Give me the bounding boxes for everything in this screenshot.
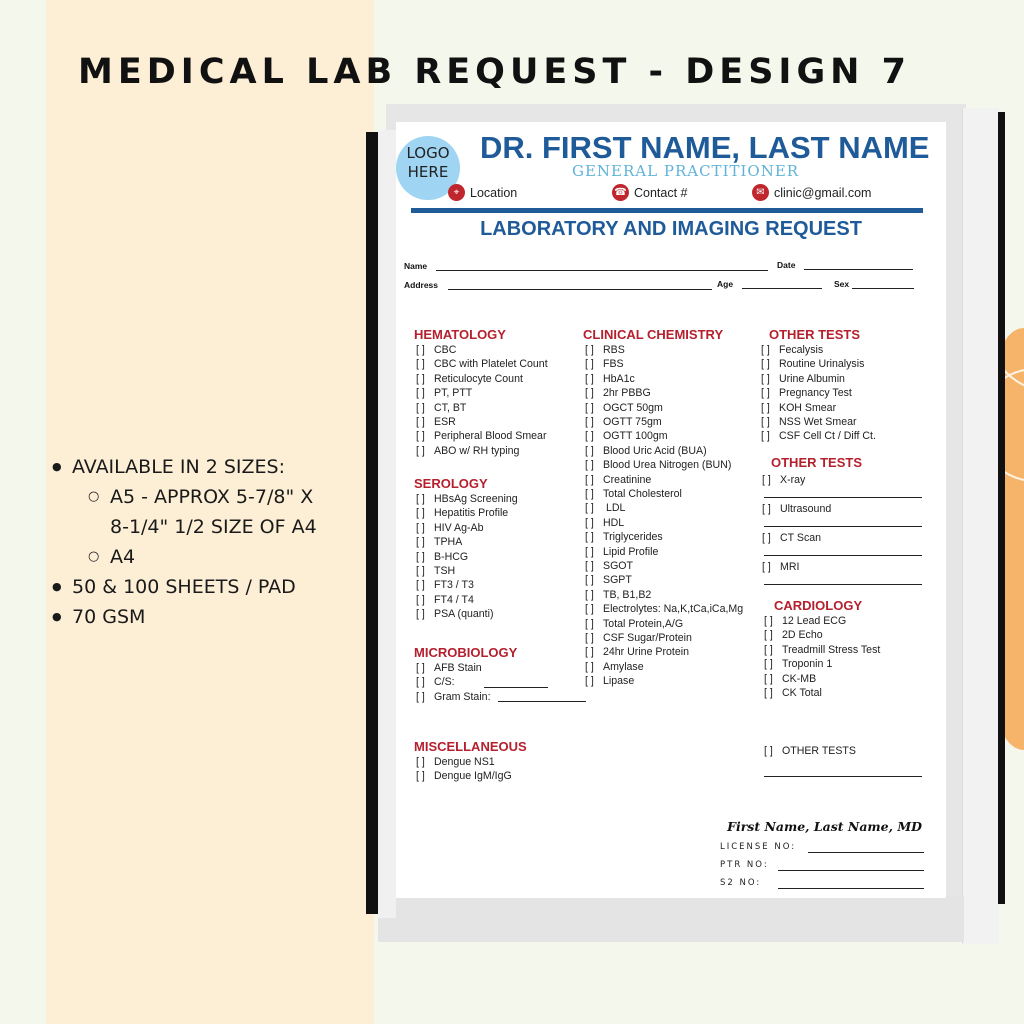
item-label: Lipase	[603, 675, 635, 688]
item-label: RBS	[603, 344, 625, 356]
ptr-label: PTR NO:	[720, 860, 769, 870]
list-item[interactable]	[761, 373, 845, 385]
item-label: CBC with Platelet Count	[434, 358, 548, 371]
write-in-line[interactable]	[764, 584, 922, 585]
item-label: SGPT	[603, 574, 632, 587]
location-text: Location	[470, 185, 518, 200]
hematology-title: HEMATOLOGY	[414, 327, 506, 342]
list-item[interactable]	[761, 387, 852, 399]
item-label: TB, B1,B2	[603, 588, 652, 601]
checkbox[interactable]: [ ]	[416, 690, 425, 703]
list-item[interactable]	[762, 474, 805, 486]
item-label: C/S:	[434, 676, 455, 689]
list-item[interactable]	[416, 676, 455, 688]
address-line[interactable]	[448, 289, 712, 290]
item-label: HDL	[603, 516, 625, 529]
cardiology-title: CARDIOLOGY	[774, 598, 863, 613]
item-label: Triglycerides	[603, 531, 663, 544]
item-label: Fecalysis	[779, 344, 824, 356]
checkbox[interactable]: [ ]	[761, 372, 770, 385]
checkbox[interactable]: [ ]	[416, 416, 425, 428]
pad-spine-right	[998, 112, 1005, 904]
checkbox[interactable]: [ ]	[761, 358, 770, 371]
checkbox[interactable]: [ ]	[585, 617, 594, 630]
list-item[interactable]	[585, 589, 651, 601]
list-item[interactable]	[585, 344, 625, 356]
address-label: Address	[404, 280, 439, 290]
lab-request-sheet	[396, 122, 946, 898]
list-item[interactable]	[416, 608, 493, 620]
item-label: Reticulocyte Count	[434, 372, 523, 385]
checkbox[interactable]: [ ]	[761, 344, 770, 356]
list-item[interactable]	[416, 691, 491, 703]
write-in-line[interactable]	[764, 526, 922, 527]
checkbox[interactable]: [ ]	[585, 574, 594, 587]
checkbox[interactable]: [ ]	[416, 756, 425, 768]
item-label: HBsAg Screening	[434, 493, 518, 505]
contact-phone	[612, 184, 688, 201]
item-label: Dengue IgM/IgG	[434, 770, 512, 783]
contact-location	[448, 184, 517, 201]
checkbox[interactable]: [ ]	[416, 444, 425, 457]
gram-stain-line[interactable]	[498, 701, 586, 702]
feature-size-a4: ○ A4	[52, 542, 362, 572]
feature-gsm: ● 70 GSM	[52, 602, 362, 632]
checkbox[interactable]: [ ]	[585, 675, 594, 688]
item-label: PT, PTT	[434, 387, 473, 400]
clinical-chemistry-title: CLINICAL CHEMISTRY	[583, 327, 724, 342]
checkbox[interactable]: [ ]	[761, 387, 770, 400]
list-item[interactable]	[416, 594, 474, 606]
list-item[interactable]	[762, 561, 799, 573]
list-item[interactable]	[764, 687, 822, 699]
license-line[interactable]	[808, 852, 924, 853]
date-line[interactable]	[804, 269, 913, 270]
item-label: PSA (quanti)	[434, 608, 494, 621]
list-item[interactable]	[764, 658, 832, 670]
checkbox[interactable]: [ ]	[585, 416, 594, 428]
checkbox[interactable]: [ ]	[585, 560, 594, 572]
item-label: CBC	[434, 344, 457, 356]
item-label: 2hr PBBG	[603, 387, 651, 400]
checkbox[interactable]: [ ]	[764, 643, 773, 656]
pad-left-edge	[378, 130, 396, 918]
other-tests-free-line[interactable]	[764, 776, 922, 777]
license-label: LICENSE NO:	[720, 842, 797, 852]
microbiology-title: MICROBIOLOGY	[414, 645, 518, 660]
list-item[interactable]	[585, 618, 683, 630]
header-divider	[411, 208, 923, 213]
list-item[interactable]	[585, 358, 624, 370]
feature-list	[52, 452, 362, 632]
list-item[interactable]	[585, 373, 635, 385]
logo-placeholder: LOGO HERE	[396, 136, 460, 200]
checkbox[interactable]: [ ]	[416, 493, 425, 505]
checkbox[interactable]: [ ]	[585, 531, 594, 544]
checkbox[interactable]: [ ]	[764, 629, 773, 642]
item-label: CSF Cell Ct / Diff Ct.	[779, 430, 876, 443]
item-label: AFB Stain	[434, 662, 482, 674]
checkbox[interactable]: [ ]	[585, 430, 594, 443]
item-label: Lipid Profile	[603, 545, 659, 558]
list-item[interactable]	[416, 387, 472, 399]
item-label: CT Scan	[780, 532, 822, 544]
checkbox[interactable]: [ ]	[416, 550, 425, 563]
checkbox[interactable]: [ ]	[585, 372, 594, 385]
item-label: MRI	[780, 561, 800, 573]
checkbox[interactable]: [ ]	[764, 658, 773, 671]
item-label: CK-MB	[782, 672, 817, 685]
item-label: SGOT	[603, 560, 634, 572]
item-label: FBS	[603, 358, 624, 371]
item-label: CT, BT	[434, 401, 467, 414]
checkbox[interactable]: [ ]	[416, 401, 425, 414]
item-label: Total Cholesterol	[603, 488, 682, 500]
list-item[interactable]	[585, 574, 632, 586]
list-item[interactable]	[585, 402, 663, 414]
list-item[interactable]	[416, 551, 468, 563]
checkbox[interactable]: [ ]	[585, 502, 594, 515]
list-item[interactable]	[585, 474, 651, 486]
ptr-line[interactable]	[778, 870, 924, 871]
checkbox[interactable]: [ ]	[585, 632, 594, 644]
list-item[interactable]	[416, 416, 456, 428]
item-label: TPHA	[434, 536, 463, 549]
serology-title: SEROLOGY	[414, 476, 488, 491]
item-label: ESR	[434, 416, 456, 428]
checkbox[interactable]: [ ]	[585, 545, 594, 558]
list-item[interactable]	[585, 632, 692, 644]
item-label: NSS Wet Smear	[779, 416, 857, 428]
checkbox[interactable]: [ ]	[416, 344, 425, 356]
checkbox[interactable]: [ ]	[762, 503, 771, 515]
list-item[interactable]	[416, 344, 456, 356]
item-label: Total Protein,A/G	[603, 617, 684, 630]
checkbox[interactable]: [ ]	[416, 358, 425, 371]
checkbox[interactable]: [ ]	[416, 430, 425, 443]
item-label: HIV Ag-Ab	[434, 521, 484, 534]
item-label: Urine Albumin	[779, 372, 845, 385]
item-label: Routine Urinalysis	[779, 358, 865, 371]
list-item[interactable]	[416, 756, 495, 768]
list-item[interactable]	[416, 430, 546, 442]
sex-line[interactable]	[852, 288, 914, 289]
contact-email	[752, 184, 871, 201]
list-item[interactable]	[761, 344, 823, 356]
item-label: OGTT 75gm	[603, 416, 662, 428]
item-label: LDL	[603, 502, 626, 515]
feature-size-a5-cont: 8-1/4" 1/2 SIZE OF A4	[110, 516, 317, 538]
checkbox[interactable]: [ ]	[585, 358, 594, 371]
checkbox[interactable]: [ ]	[762, 474, 771, 486]
checkbox[interactable]: [ ]	[585, 459, 594, 472]
item-label: B-HCG	[434, 550, 469, 563]
item-label: TSH	[434, 565, 456, 577]
item-label: OTHER TESTS	[782, 745, 856, 757]
list-item[interactable]	[416, 662, 482, 674]
list-item[interactable]	[585, 546, 658, 558]
list-item[interactable]	[585, 488, 682, 500]
list-item[interactable]	[585, 459, 731, 471]
other-tests-title-2: OTHER TESTS	[771, 455, 863, 470]
name-line[interactable]	[436, 270, 768, 271]
request-title: LABORATORY AND IMAGING REQUEST	[480, 218, 862, 240]
list-item[interactable]	[764, 673, 816, 685]
miscellaneous-title: MISCELLANEOUS	[414, 739, 527, 754]
checkbox[interactable]: [ ]	[585, 387, 594, 400]
phone-icon: ☎	[612, 184, 629, 201]
list-item[interactable]	[416, 579, 474, 591]
list-item[interactable]	[585, 560, 633, 572]
s2-label: S2 NO:	[720, 878, 762, 888]
checkbox[interactable]: [ ]	[416, 507, 425, 520]
list-item[interactable]	[585, 661, 644, 673]
page-title: MEDICAL LAB REQUEST - DESIGN 7	[78, 52, 911, 92]
checkbox[interactable]: [ ]	[764, 745, 773, 757]
checkbox[interactable]: [ ]	[416, 536, 425, 549]
date-label: Date	[777, 260, 796, 270]
list-item[interactable]	[761, 416, 857, 428]
item-label: Blood Urea Nitrogen (BUN)	[603, 459, 732, 472]
list-item[interactable]	[416, 373, 523, 385]
pad-bottom-edge	[378, 896, 964, 942]
item-label: HbA1c	[603, 372, 635, 385]
checkbox[interactable]: [ ]	[585, 516, 594, 529]
envelope-icon: ✉	[752, 184, 769, 201]
list-item[interactable]	[585, 445, 707, 457]
list-item[interactable]	[585, 517, 624, 529]
item-label: FT3 / T3	[434, 579, 474, 592]
list-item[interactable]	[416, 445, 519, 457]
contact-text: Contact #	[634, 185, 688, 200]
item-label: KOH Smear	[779, 401, 837, 414]
sex-label: Sex	[834, 279, 850, 289]
checkbox[interactable]: [ ]	[416, 372, 425, 385]
item-label: 2D Echo	[782, 629, 823, 642]
item-label: Blood Uric Acid (BUA)	[603, 444, 707, 457]
item-label: Hepatitis Profile	[434, 507, 509, 520]
other-tests-title-1: OTHER TESTS	[769, 327, 861, 342]
checkbox[interactable]: [ ]	[416, 579, 425, 592]
write-in-line[interactable]	[764, 497, 922, 498]
checkbox[interactable]: [ ]	[585, 603, 594, 616]
doctor-name: DR. FIRST NAME, LAST NAME	[480, 130, 930, 165]
item-label: OGTT 100gm	[603, 430, 668, 443]
list-item[interactable]	[416, 507, 508, 519]
checkbox[interactable]: [ ]	[416, 565, 425, 577]
list-item[interactable]	[585, 387, 651, 399]
checkbox[interactable]: [ ]	[585, 473, 594, 486]
checkbox[interactable]: [ ]	[416, 521, 425, 534]
list-item[interactable]	[764, 615, 846, 627]
item-label: X-ray	[780, 474, 806, 486]
item-label: Electrolytes: Na,K,tCa,iCa,Mg	[603, 603, 744, 616]
checkbox[interactable]: [ ]	[585, 660, 594, 673]
checkbox[interactable]: [ ]	[416, 662, 425, 674]
checkbox[interactable]: [ ]	[762, 532, 771, 544]
list-item[interactable]	[585, 416, 662, 428]
checkbox[interactable]: [ ]	[585, 646, 594, 659]
location-pin-icon: ⌖	[448, 184, 465, 201]
age-label: Age	[717, 279, 734, 289]
item-label: OGCT 50gm	[603, 401, 663, 414]
checkbox[interactable]: [ ]	[764, 672, 773, 685]
list-item[interactable]	[416, 402, 466, 414]
list-item[interactable]	[585, 646, 689, 658]
list-item[interactable]	[764, 644, 880, 656]
list-item[interactable]	[764, 629, 823, 641]
signature-name: First Name, Last Name, MD	[727, 819, 922, 834]
list-item[interactable]	[762, 503, 831, 515]
item-label: Ultrasound	[780, 503, 832, 515]
list-item[interactable]	[761, 430, 876, 442]
s2-line[interactable]	[778, 888, 924, 889]
checkbox[interactable]: [ ]	[585, 401, 594, 414]
feature-sizes: ● AVAILABLE IN 2 SIZES:	[52, 452, 362, 482]
checkbox[interactable]: [ ]	[585, 588, 594, 601]
pad-spine-left	[366, 132, 378, 914]
item-label: CSF Sugar/Protein	[603, 632, 692, 644]
checkbox[interactable]: [ ]	[761, 416, 770, 428]
checkbox[interactable]: [ ]	[585, 344, 594, 356]
item-label: Creatinine	[603, 473, 652, 486]
cs-line[interactable]	[484, 687, 548, 688]
checkbox[interactable]: [ ]	[761, 401, 770, 414]
item-label: Amylase	[603, 660, 644, 673]
checkbox[interactable]: [ ]	[761, 430, 770, 443]
list-item[interactable]	[762, 532, 821, 544]
checkbox[interactable]: [ ]	[764, 615, 773, 627]
checkbox[interactable]: [ ]	[416, 676, 425, 689]
item-label: Pregnancy Test	[779, 387, 852, 400]
checkbox[interactable]: [ ]	[762, 561, 771, 573]
doctor-title: GENERAL PRACTITIONER	[572, 162, 800, 180]
list-item[interactable]	[585, 675, 634, 687]
list-item[interactable]	[416, 536, 462, 548]
checkbox[interactable]: [ ]	[764, 687, 773, 699]
list-item[interactable]	[416, 770, 512, 782]
feature-sheets: ● 50 & 100 SHEETS / PAD	[52, 572, 362, 602]
checkbox[interactable]: [ ]	[416, 608, 425, 621]
background-left	[0, 0, 46, 1024]
list-item[interactable]	[585, 430, 668, 442]
pad-right-edge	[962, 108, 999, 944]
write-in-line[interactable]	[764, 555, 922, 556]
list-item[interactable]	[416, 358, 548, 370]
list-item[interactable]	[416, 522, 483, 534]
age-line[interactable]	[742, 288, 822, 289]
other-tests-free-item[interactable]	[764, 745, 856, 757]
list-item[interactable]	[761, 402, 836, 414]
item-label: ABO w/ RH typing	[434, 444, 520, 457]
name-label: Name	[404, 261, 428, 271]
checkbox[interactable]: [ ]	[585, 488, 594, 500]
item-label: 12 Lead ECG	[782, 615, 847, 627]
list-item[interactable]	[416, 493, 518, 505]
checkbox[interactable]: [ ]	[416, 770, 425, 783]
item-label: Dengue NS1	[434, 756, 495, 768]
email-text: clinic@gmail.com	[774, 185, 872, 200]
list-item[interactable]	[585, 502, 625, 514]
item-label: Troponin 1	[782, 658, 833, 671]
feature-size-a5: ○ A5 - APPROX 5-7/8" X	[52, 482, 362, 512]
item-label: CK Total	[782, 687, 822, 699]
item-label: Treadmill Stress Test	[782, 643, 881, 656]
list-item[interactable]	[585, 531, 663, 543]
list-item[interactable]	[761, 358, 864, 370]
checkbox[interactable]: [ ]	[585, 444, 594, 457]
list-item[interactable]	[416, 565, 455, 577]
item-label: 24hr Urine Protein	[603, 646, 689, 659]
item-label: Gram Stain:	[434, 690, 491, 703]
checkbox[interactable]: [ ]	[416, 593, 425, 606]
item-label: FT4 / T4	[434, 593, 474, 606]
checkbox[interactable]: [ ]	[416, 387, 425, 400]
item-label: Peripheral Blood Smear	[434, 430, 547, 443]
list-item[interactable]	[585, 603, 743, 615]
